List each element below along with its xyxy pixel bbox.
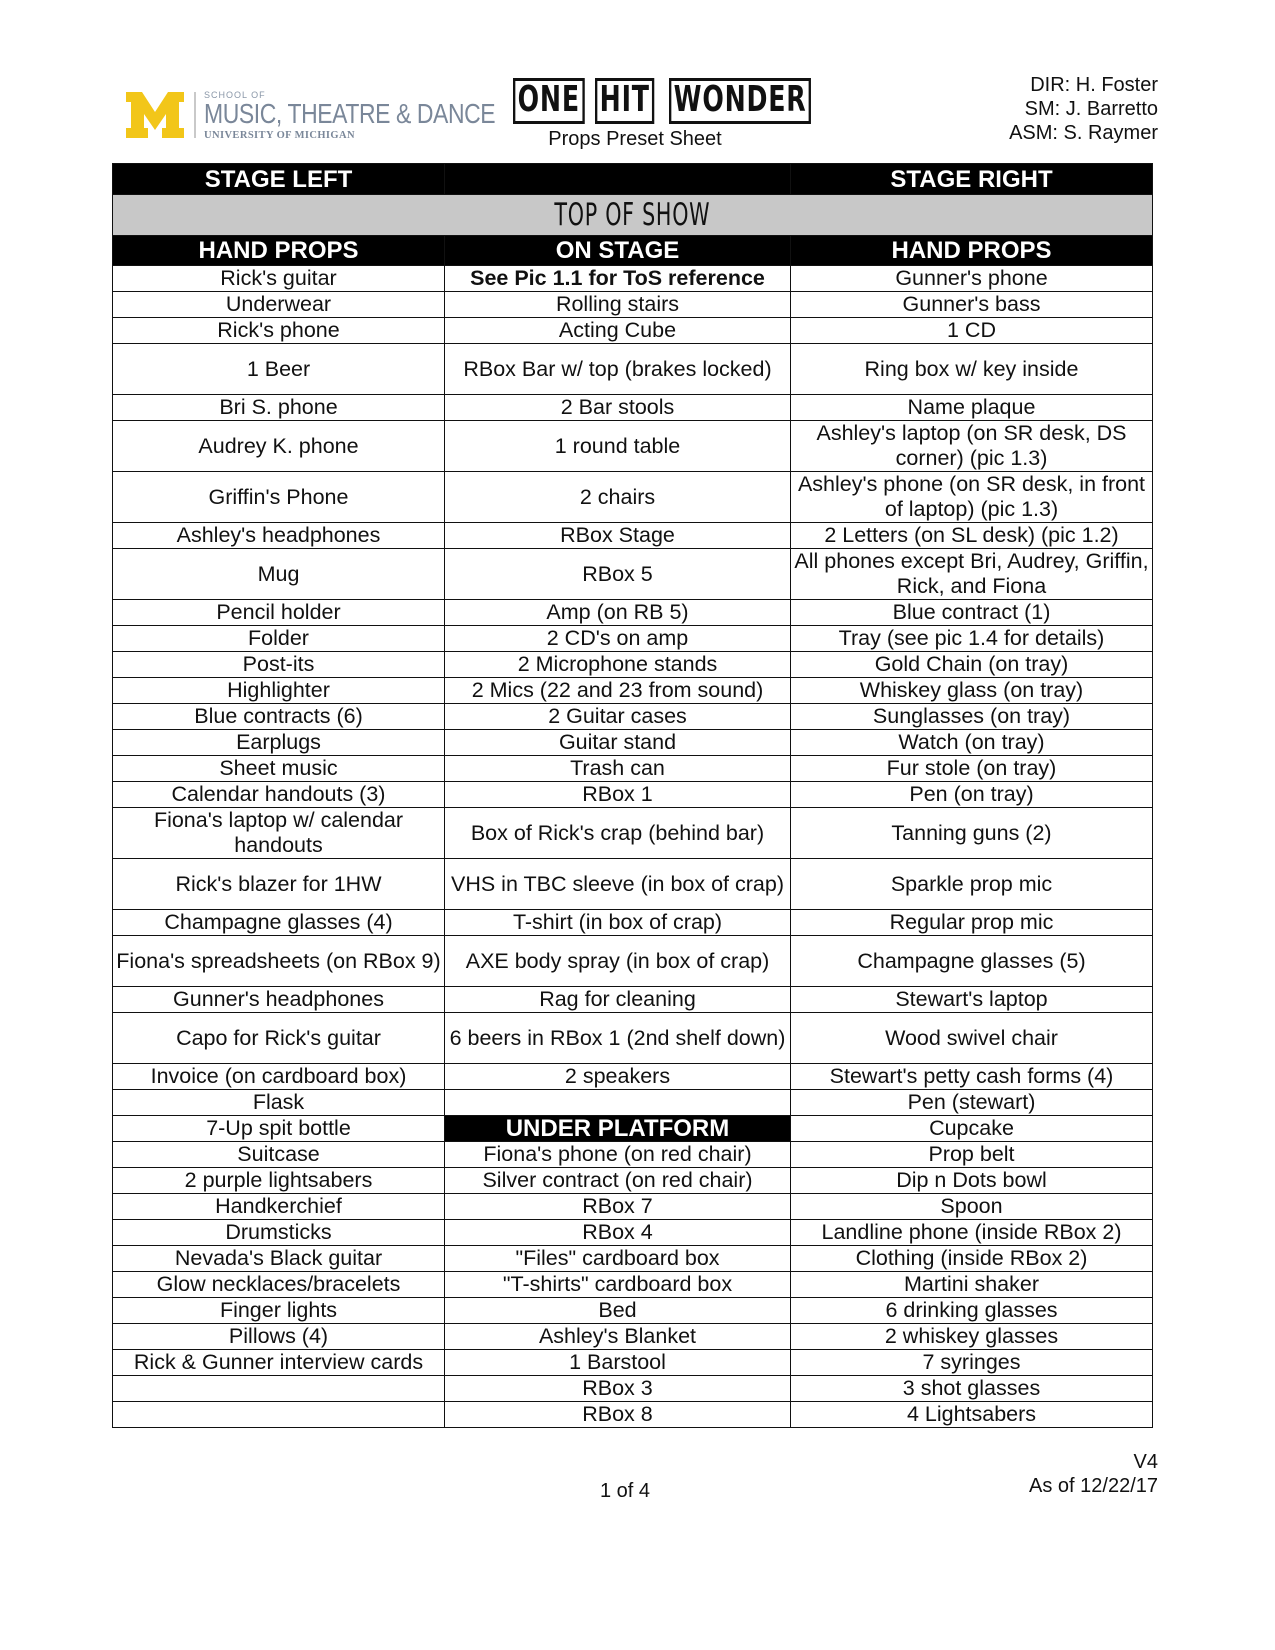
cell-on-stage: Silver contract (on red chair) (445, 1168, 791, 1194)
table-row (113, 987, 1153, 1013)
table-row (113, 1376, 1153, 1402)
logo-divider (194, 92, 196, 138)
table-row (113, 808, 1153, 859)
stage-manager: SM: J. Barretto (1024, 98, 1158, 120)
table-row (113, 292, 1153, 318)
cell-stage-right: Clothing (inside RBox 2) (791, 1246, 1153, 1272)
cell-on-stage: 2 Guitar cases (445, 704, 791, 730)
cell-stage-right: Landline phone (inside RBox 2) (791, 1220, 1153, 1246)
cell-stage-left: Earplugs (113, 730, 445, 756)
crew-list (1009, 73, 1158, 145)
sheet-subtitle: Props Preset Sheet (548, 128, 722, 150)
cell-stage-left: Rick's phone (113, 318, 445, 344)
cell-stage-right: Ring box w/ key inside (791, 344, 1153, 395)
cell-stage-right: Spoon (791, 1194, 1153, 1220)
cell-on-stage: 2 Mics (22 and 23 from sound) (445, 678, 791, 704)
cell-on-stage: RBox 4 (445, 1220, 791, 1246)
cell-stage-right: 4 Lightsabers (791, 1402, 1153, 1428)
table-row (113, 600, 1153, 626)
table-row (113, 782, 1153, 808)
cell-stage-left: Audrey K. phone (113, 421, 445, 472)
cell-stage-right: Champagne glasses (5) (791, 936, 1153, 987)
cell-on-stage: Acting Cube (445, 318, 791, 344)
table-row (113, 549, 1153, 600)
cell-on-stage: 2 chairs (445, 472, 791, 523)
table-row (113, 1272, 1153, 1298)
stage-left-header: STAGE LEFT (113, 164, 445, 195)
cell-stage-left: Blue contracts (6) (113, 704, 445, 730)
cell-stage-left: Glow necklaces/bracelets (113, 1272, 445, 1298)
assistant-stage-manager: ASM: S. Raymer (1009, 122, 1158, 144)
cell-stage-right: Gunner's phone (791, 266, 1153, 292)
cell-stage-left (113, 1402, 445, 1428)
table-row (113, 318, 1153, 344)
table-row (113, 395, 1153, 421)
cell-stage-left: Highlighter (113, 678, 445, 704)
cell-on-stage: RBox 7 (445, 1194, 791, 1220)
cell-on-stage: Bed (445, 1298, 791, 1324)
as-of-date: As of 12/22/17 (1029, 1475, 1158, 1497)
cell-on-stage: "T-shirts" cardboard box (445, 1272, 791, 1298)
cell-stage-right: 3 shot glasses (791, 1376, 1153, 1402)
cell-on-stage: RBox 1 (445, 782, 791, 808)
cell-on-stage: Amp (on RB 5) (445, 600, 791, 626)
director: DIR: H. Foster (1030, 74, 1158, 96)
cell-stage-right: Wood swivel chair (791, 1013, 1153, 1064)
cell-on-stage: RBox Stage (445, 523, 791, 549)
cell-stage-left: Rick's blazer for 1HW (113, 859, 445, 910)
table-row (113, 1298, 1153, 1324)
stage-right-header: STAGE RIGHT (791, 164, 1153, 195)
cell-on-stage: Fiona's phone (on red chair) (445, 1142, 791, 1168)
cell-stage-right: Whiskey glass (on tray) (791, 678, 1153, 704)
table-row (113, 730, 1153, 756)
cell-stage-left: Gunner's headphones (113, 987, 445, 1013)
show-word-hit: HIT (595, 78, 654, 124)
cell-stage-left: 7-Up spit bottle (113, 1116, 445, 1142)
column-header-left: HAND PROPS (113, 236, 445, 266)
cell-on-stage: 2 Microphone stands (445, 652, 791, 678)
table-row (113, 936, 1153, 987)
cell-on-stage: Rag for cleaning (445, 987, 791, 1013)
cell-stage-left: Flask (113, 1090, 445, 1116)
section-title-text: TOP OF SHOW (554, 196, 711, 233)
cell-stage-left: Champagne glasses (4) (113, 910, 445, 936)
under-platform-header: UNDER PLATFORM (445, 1116, 791, 1142)
cell-stage-right: Martini shaker (791, 1272, 1153, 1298)
cell-stage-left: Underwear (113, 292, 445, 318)
cell-stage-right: Tray (see pic 1.4 for details) (791, 626, 1153, 652)
stage-header-spacer (445, 164, 791, 195)
cell-stage-left: Rick & Gunner interview cards (113, 1350, 445, 1376)
table-row (113, 1168, 1153, 1194)
cell-stage-left: Pencil holder (113, 600, 445, 626)
table-row (113, 1402, 1153, 1428)
table-row (113, 1142, 1153, 1168)
cell-stage-right: Stewart's petty cash forms (4) (791, 1064, 1153, 1090)
cell-stage-left: Rick's guitar (113, 266, 445, 292)
cell-stage-right: Gold Chain (on tray) (791, 652, 1153, 678)
show-word-one: ONE (513, 78, 585, 124)
cell-on-stage: Guitar stand (445, 730, 791, 756)
table-row (113, 626, 1153, 652)
cell-stage-right: 1 CD (791, 318, 1153, 344)
cell-stage-right: Name plaque (791, 395, 1153, 421)
cell-stage-right: Watch (on tray) (791, 730, 1153, 756)
table-row (113, 1350, 1153, 1376)
cell-on-stage: 1 Barstool (445, 1350, 791, 1376)
cell-on-stage: 2 speakers (445, 1064, 791, 1090)
table-row (113, 1013, 1153, 1064)
cell-stage-right: Pen (on tray) (791, 782, 1153, 808)
cell-on-stage: VHS in TBC sleeve (in box of crap) (445, 859, 791, 910)
cell-on-stage: Box of Rick's crap (behind bar) (445, 808, 791, 859)
cell-stage-right: Prop belt (791, 1142, 1153, 1168)
cell-on-stage: RBox 8 (445, 1402, 791, 1428)
cell-stage-left: Drumsticks (113, 1220, 445, 1246)
cell-on-stage: AXE body spray (in box of crap) (445, 936, 791, 987)
version-block (1029, 1450, 1158, 1498)
cell-stage-right: Regular prop mic (791, 910, 1153, 936)
cell-stage-right: 7 syringes (791, 1350, 1153, 1376)
cell-stage-left: Handkerchief (113, 1194, 445, 1220)
cell-on-stage: RBox 5 (445, 549, 791, 600)
cell-stage-left: Ashley's headphones (113, 523, 445, 549)
cell-stage-right: 2 Letters (on SL desk) (pic 1.2) (791, 523, 1153, 549)
props-preset-table (112, 163, 1153, 1428)
cell-stage-left: Folder (113, 626, 445, 652)
show-word-wonder: WONDER (669, 78, 811, 124)
table-row (113, 421, 1153, 472)
table-row (113, 652, 1153, 678)
cell-stage-left: Capo for Rick's guitar (113, 1013, 445, 1064)
cell-stage-left (113, 1376, 445, 1402)
cell-on-stage: Trash can (445, 756, 791, 782)
cell-on-stage: "Files" cardboard box (445, 1246, 791, 1272)
cell-on-stage: RBox Bar w/ top (brakes locked) (445, 344, 791, 395)
cell-on-stage (445, 1090, 791, 1116)
school-small-label: SCHOOL OF (204, 90, 266, 100)
version-label: V4 (1133, 1451, 1158, 1473)
cell-stage-left: Mug (113, 549, 445, 600)
cell-stage-left: Nevada's Black guitar (113, 1246, 445, 1272)
table-row (113, 859, 1153, 910)
cell-stage-left: Fiona's spreadsheets (on RBox 9) (113, 936, 445, 987)
cell-stage-right: Ashley's phone (on SR desk, in front of laptop) (pic 1.3) (791, 472, 1153, 523)
cell-stage-left: Sheet music (113, 756, 445, 782)
cell-stage-right: Stewart's laptop (791, 987, 1153, 1013)
table-row (113, 910, 1153, 936)
cell-on-stage: T-shirt (in box of crap) (445, 910, 791, 936)
cell-stage-left: Suitcase (113, 1142, 445, 1168)
page-number: 1 of 4 (599, 1480, 651, 1502)
cell-on-stage: 6 beers in RBox 1 (2nd shelf down) (445, 1013, 791, 1064)
cell-stage-right: 2 whiskey glasses (791, 1324, 1153, 1350)
cell-stage-left: Finger lights (113, 1298, 445, 1324)
column-header-center: ON STAGE (445, 236, 791, 266)
cell-stage-right: Blue contract (1) (791, 600, 1153, 626)
cell-on-stage: Rolling stairs (445, 292, 791, 318)
table-row (113, 266, 1153, 292)
cell-on-stage: 1 round table (445, 421, 791, 472)
cell-stage-right: 6 drinking glasses (791, 1298, 1153, 1324)
cell-stage-left: Pillows (4) (113, 1324, 445, 1350)
cell-stage-left: Post-its (113, 652, 445, 678)
section-title (113, 195, 1153, 236)
cell-on-stage: 2 CD's on amp (445, 626, 791, 652)
column-header-right: HAND PROPS (791, 236, 1153, 266)
cell-stage-left: Griffin's Phone (113, 472, 445, 523)
cell-stage-left: Invoice (on cardboard box) (113, 1064, 445, 1090)
cell-stage-left: Calendar handouts (3) (113, 782, 445, 808)
cell-stage-right: Tanning guns (2) (791, 808, 1153, 859)
block-m-logo-icon (124, 92, 186, 138)
cell-stage-right: Ashley's laptop (on SR desk, DS corner) (pic 1.3) (791, 421, 1153, 472)
table-row (113, 523, 1153, 549)
cell-on-stage: Ashley's Blanket (445, 1324, 791, 1350)
cell-stage-left: 1 Beer (113, 344, 445, 395)
cell-stage-right: Fur stole (on tray) (791, 756, 1153, 782)
cell-stage-right: Pen (stewart) (791, 1090, 1153, 1116)
table-row (113, 344, 1153, 395)
cell-stage-left: 2 purple lightsabers (113, 1168, 445, 1194)
cell-stage-right: All phones except Bri, Audrey, Griffin, Rick, and Fiona (791, 549, 1153, 600)
cell-stage-right: Cupcake (791, 1116, 1153, 1142)
table-row (113, 1116, 1153, 1142)
cell-on-stage: RBox 3 (445, 1376, 791, 1402)
table-row (113, 1246, 1153, 1272)
table-row (113, 1090, 1153, 1116)
cell-stage-right: Sunglasses (on tray) (791, 704, 1153, 730)
cell-on-stage: See Pic 1.1 for ToS reference (445, 266, 791, 292)
table-row (113, 704, 1153, 730)
cell-stage-right: Gunner's bass (791, 292, 1153, 318)
table-row (113, 1064, 1153, 1090)
cell-stage-right: Dip n Dots bowl (791, 1168, 1153, 1194)
cell-stage-right: Sparkle prop mic (791, 859, 1153, 910)
table-row (113, 756, 1153, 782)
cell-stage-left: Bri S. phone (113, 395, 445, 421)
cell-stage-left: Fiona's laptop w/ calendar handouts (113, 808, 445, 859)
table-row (113, 1194, 1153, 1220)
show-logo (513, 78, 851, 124)
table-row (113, 1220, 1153, 1246)
university-name: UNIVERSITY OF MICHIGAN (204, 130, 355, 141)
school-name: MUSIC, THEATRE & DANCE (204, 98, 496, 129)
table-row (113, 678, 1153, 704)
table-row (113, 472, 1153, 523)
school-logo (124, 90, 496, 142)
cell-on-stage: 2 Bar stools (445, 395, 791, 421)
table-row (113, 1324, 1153, 1350)
